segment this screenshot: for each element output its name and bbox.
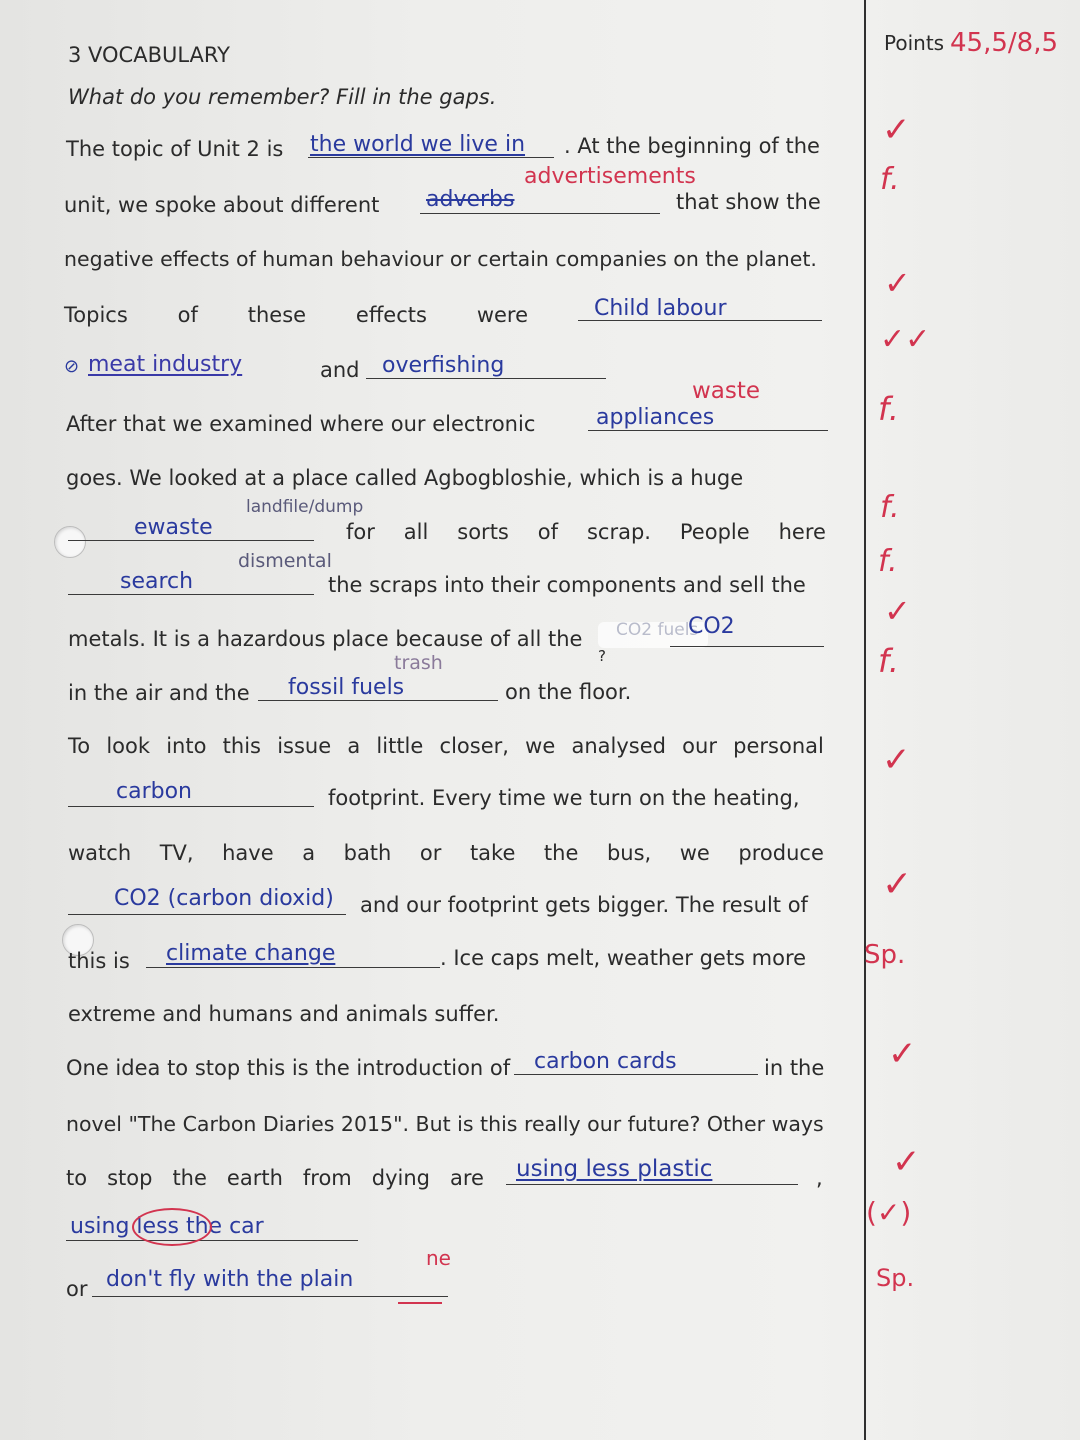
instruction: What do you remember? Fill in the gaps. — [68, 85, 497, 109]
text-line-2a: unit, we spoke about different — [64, 193, 380, 217]
f-mark: f. — [878, 642, 899, 680]
word: Topics — [64, 303, 128, 327]
gap-15-line — [506, 1184, 798, 1185]
word: sorts — [457, 520, 509, 544]
word: watch — [68, 841, 132, 865]
answer-1: the world we live in — [310, 132, 526, 157]
sp-mark: Sp. — [876, 1264, 915, 1292]
word: of — [177, 303, 198, 327]
gap-11-line — [68, 806, 314, 807]
gap-13-line — [146, 967, 440, 968]
answer-7: ewaste — [134, 515, 213, 540]
word: take — [469, 841, 516, 865]
text-line-4 — [64, 303, 528, 327]
bracket-check-mark: (✓) — [866, 1196, 912, 1229]
gap-16-line — [66, 1240, 358, 1241]
word: the — [543, 841, 579, 865]
f-mark: f. — [880, 162, 900, 197]
text-line-5-and: and — [320, 358, 360, 382]
word: from — [302, 1166, 352, 1190]
word: bus, — [606, 841, 652, 865]
word: effects — [355, 303, 427, 327]
text-line-1a: The topic of Unit 2 is — [66, 137, 284, 161]
word: earth — [226, 1166, 283, 1190]
word: were — [476, 303, 528, 327]
word: to — [66, 1166, 88, 1190]
gap-10-line — [258, 700, 498, 701]
text-line-20 — [66, 1166, 484, 1190]
punch-hole — [54, 526, 86, 558]
scribble-mark: ⊘ — [64, 356, 80, 377]
answer-8-above: dismental — [238, 550, 332, 572]
text-line-16b: . Ice caps melt, weather gets more — [440, 946, 807, 970]
check-mark: ✓ — [892, 1142, 921, 1182]
text-line-1b: . At the beginning of the — [564, 134, 820, 158]
answer-3: Child labour — [594, 296, 727, 321]
word: a — [302, 841, 316, 865]
word: all — [403, 520, 429, 544]
f-mark: f. — [878, 390, 899, 428]
word: a — [347, 734, 361, 758]
answer-9: CO2 — [688, 614, 735, 639]
check-mark: ✓ — [884, 264, 911, 302]
answer-2-correction: advertisements — [524, 164, 696, 189]
double-check-mark: ✓✓ — [880, 322, 931, 357]
check-mark: ✓ — [882, 110, 911, 150]
word: of — [537, 520, 559, 544]
word: To — [68, 734, 91, 758]
text-line-18b: in the — [764, 1056, 825, 1080]
gap-12-line — [68, 914, 346, 915]
word: our — [682, 734, 717, 758]
text-line-6: After that we examined where our electronic — [66, 412, 536, 436]
answer-7-above: landfile/dump — [246, 497, 364, 517]
gap-6-line — [588, 430, 828, 431]
text-line-22-or: or — [66, 1277, 88, 1301]
text-line-13: footprint. Every time we turn on the heating, — [328, 786, 800, 810]
word: dying — [371, 1166, 430, 1190]
question-mark: ? — [598, 647, 606, 665]
text-line-15: and our footprint gets bigger. The result of — [360, 893, 808, 917]
text-line-8 — [346, 520, 826, 544]
text-line-11a: in the air and the — [68, 681, 250, 705]
text-line-18a: One idea to stop this is the introduction of — [66, 1056, 511, 1080]
word: we — [525, 734, 556, 758]
answer-10: fossil fuels — [288, 675, 405, 700]
answer-6-correction: waste — [692, 378, 761, 404]
text-line-10: metals. It is a hazardous place because of all the — [68, 627, 583, 651]
word: TV, — [159, 841, 194, 865]
word: the — [172, 1166, 207, 1190]
gap-8-line — [68, 594, 314, 595]
word: these — [247, 303, 307, 327]
gap-2-line — [420, 213, 660, 214]
section-title: 3 VOCABULARY — [68, 43, 230, 67]
word: or — [419, 841, 442, 865]
text-line-3: negative effects of human behaviour or certain companies on the planet. — [64, 247, 817, 271]
word: personal — [733, 734, 824, 758]
f-mark: f. — [878, 544, 898, 579]
teacher-circle — [132, 1208, 212, 1246]
check-mark: ✓ — [882, 740, 911, 780]
text-line-7: goes. We looked at a place called Agbogbloshie, which is a huge — [66, 466, 744, 490]
gap-7-line — [68, 540, 314, 541]
word: little — [376, 734, 424, 758]
gap-9-line — [670, 646, 824, 647]
answer-4: meat industry — [88, 352, 243, 377]
word: into — [166, 734, 207, 758]
answer-2-struck: adverbs — [426, 187, 515, 212]
gap-5-line — [366, 378, 606, 379]
comma: , — [816, 1166, 823, 1190]
teacher-underline — [398, 1302, 442, 1304]
gap-14-line — [514, 1074, 758, 1075]
answer-5: overfishing — [382, 353, 505, 378]
word: look — [106, 734, 151, 758]
answer-9-faint: CO2 fuels — [616, 620, 699, 640]
word: People — [679, 520, 750, 544]
text-line-2b: that show the — [676, 190, 821, 214]
text-line-12 — [68, 734, 824, 758]
check-mark: ✓ — [888, 1034, 917, 1074]
answer-16: using less the car — [70, 1214, 264, 1239]
answer-17-correction: ne — [426, 1246, 451, 1270]
word: produce — [738, 841, 824, 865]
answer-17: don't fly with the plain — [106, 1267, 354, 1292]
word: this — [222, 734, 261, 758]
text-line-14 — [68, 841, 824, 865]
word: stop — [107, 1166, 153, 1190]
sp-mark: Sp. — [864, 940, 906, 970]
text-line-19: novel "The Carbon Diaries 2015". But is this really our future? Other ways — [66, 1112, 824, 1136]
word: for — [346, 520, 375, 544]
word: bath — [343, 841, 392, 865]
text-line-16a: this is — [68, 949, 130, 973]
answer-15: using less plastic — [516, 1156, 713, 1182]
answer-10-above: trash — [394, 652, 443, 674]
gap-1-line — [308, 157, 554, 158]
word: analysed — [571, 734, 666, 758]
word: are — [450, 1166, 484, 1190]
word: have — [222, 841, 274, 865]
word: issue — [277, 734, 332, 758]
f-mark: f. — [880, 490, 900, 525]
text-line-9: the scraps into their components and sell the — [328, 573, 806, 597]
points-label: Points — [884, 31, 945, 55]
answer-11: carbon — [116, 779, 192, 804]
word: closer, — [439, 734, 509, 758]
gap-17-line — [92, 1296, 448, 1297]
word: scrap. — [586, 520, 651, 544]
text-line-17: extreme and humans and animals suffer. — [68, 1002, 500, 1026]
answer-6: appliances — [596, 405, 715, 430]
answer-14: carbon cards — [534, 1049, 677, 1074]
answer-13: climate change — [166, 941, 336, 966]
check-mark: ✓ — [884, 592, 911, 630]
points-score: 45,5/8,5 — [950, 28, 1058, 58]
answer-12: CO2 (carbon dioxid) — [114, 886, 334, 911]
check-mark: ✓ — [882, 864, 913, 905]
text-line-11b: on the floor. — [505, 680, 632, 704]
word: here — [778, 520, 826, 544]
answer-8: search — [120, 569, 194, 594]
word: we — [679, 841, 710, 865]
